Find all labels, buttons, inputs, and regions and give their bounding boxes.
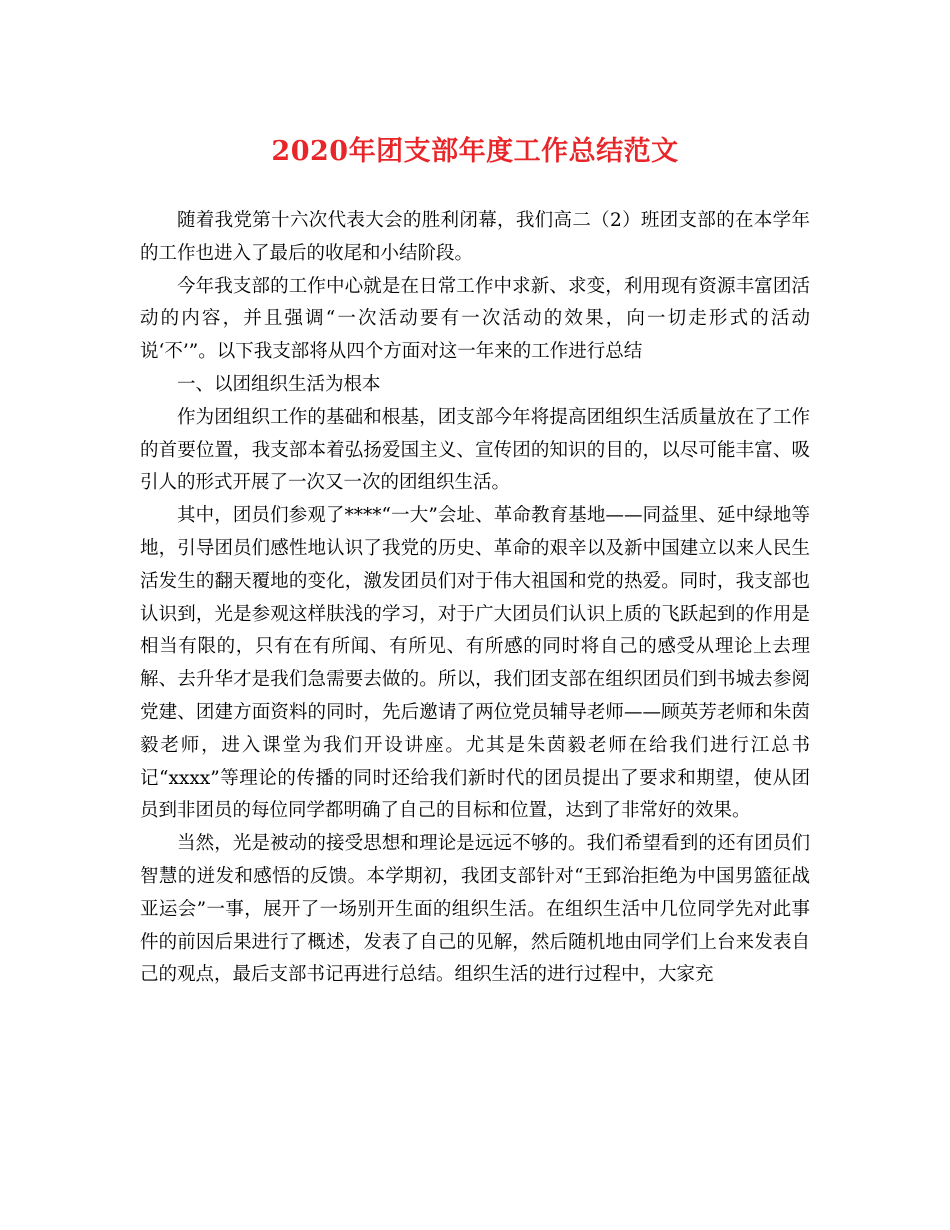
document-title: 2020年团支部年度工作总结范文 (271, 136, 679, 167)
paragraph-1: 随着我党第十六次代表大会的胜利闭幕，我们高二（2）班团支部的在本学年的工作也进入了最后的收尾和小结阶段。 (140, 210, 810, 264)
paragraph-2: 今年我支部的工作中心就是在日常工作中求新、求变，利用现有资源丰富团活动的内容，并且强调“一次活动要有一次活动的效果，向一切走形式的活动说‘不’”。以下我支部将从四个方面对这一年来的工作进行总结 (140, 275, 810, 363)
document-body (140, 205, 810, 992)
section-heading-1: 一、以团组织生活为根本 (177, 373, 381, 395)
paragraph-3: 作为团组织工作的基础和根基，团支部今年将提高团组织生活质量放在了工作的首要位置，我支部本着弘扬爱国主义、宣传团的知识的目的，以尽可能丰富、吸引人的形式开展了一次又一次的团组织生活。 (140, 406, 810, 494)
paragraph-5: 当然，光是被动的接受思想和理论是远远不够的。我们希望看到的还有团员们智慧的迸发和感悟的反馈。本学期初，我团支部针对“王郅治拒绝为中国男篮征战亚运会”一事，展开了一场别开生面的组织生活。在组织生活中几位同学先对此事件的前因后果进行了概述，发表了自己的见解，然后随机地由同学们上台来发表自己的观点，最后支部书记再进行总结。组织生活的进行过程中，大家充 (140, 833, 810, 986)
paragraph-4: 其中，团员们参观了****“一大”会址、革命教育基地——同益里、延中绿地等地，引导团员们感性地认识了我党的历史、革命的艰辛以及新中国建立以来人民生活发生的翻天覆地的变化，激发团员们对于伟大祖国和党的热爱。同时，我支部也认识到，光是参观这样肤浅的学习，对于广大团员们认识上质的飞跃起到的作用是相当有限的，只有在有所闻、有所见、有所感的同时将自己的感受从理论上去理解、去升华才是我们急需要去做的。所以，我们团支部在组织团员们到书城去参阅党建、团建方面资料的同时，先后邀请了两位党员辅导老师——顾英芳老师和朱茵毅老师，进入课堂为我们开设讲座。尤其是朱茵毅老师在给我们进行江总书记“xxxx”等理论的传播的同时还给我们新时代的团员提出了要求和期望，使从团员到非团员的每位同学都明确了自己的目标和位置，达到了非常好的效果。 (140, 505, 810, 822)
